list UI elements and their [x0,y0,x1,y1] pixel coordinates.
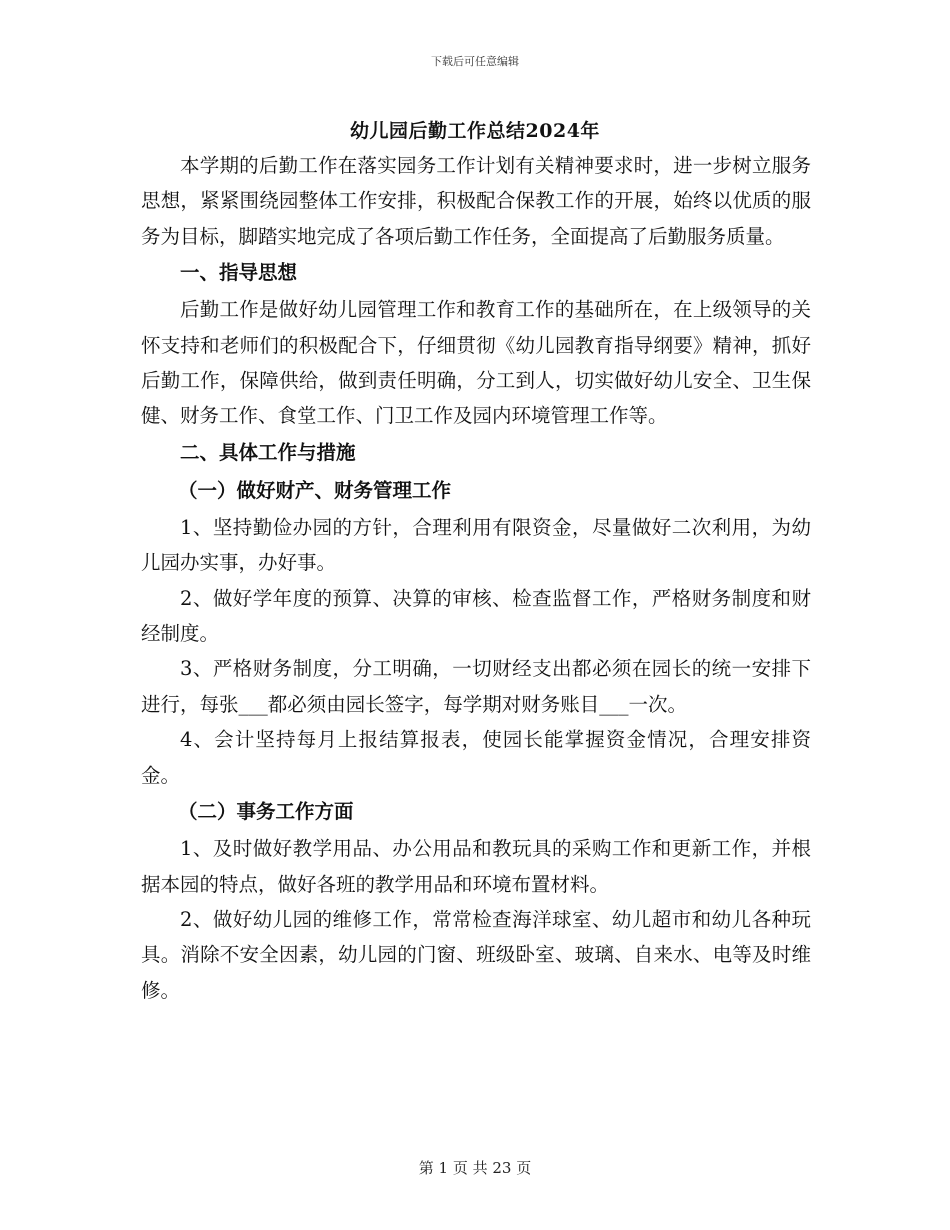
subsection-heading-finance: （一）做好财产、财务管理工作 [178,478,452,502]
affairs-item-2: 2、做好幼儿园的维修工作，常常检查海洋球室、幼儿超市和幼儿各种玩具。消除不安全因素，幼儿园的门窗、班级卧室、玻璃、自来水、电等及时维修。 [141,907,811,1002]
document-title: 幼儿园后勤工作总结2024年 [350,120,600,142]
header-note: 下载后可任意编辑 [431,55,519,68]
affairs-item-1: 1、及时做好教学用品、办公用品和教玩具的采购工作和更新工作，并根据本园的特点，做好各班的教学用品和环境布置材料。 [141,837,811,896]
finance-item-2: 2、做好学年度的预算、决算的审核、检查监督工作，严格财务制度和财经制度。 [141,586,811,646]
page-number: 第 1 页 共 23 页 [418,1159,532,1177]
intro-paragraph: 本学期的后勤工作在落实园务工作计划有关精神要求时，进一步树立服务思想，紧紧围绕园整体工作安排，积极配合保教工作的开展，始终以优质的服务为目标，脚踏实地完成了各项后勤工作任务，全面提高了后勤服务质量。 [141,154,811,248]
finance-item-1: 1、坚持勤俭办园的方针，合理利用有限资金，尽量做好二次利用，为幼儿园办实事，办好事。 [141,515,811,575]
document-body [141,148,811,1008]
guiding-thought-paragraph: 后勤工作是做好幼儿园管理工作和教育工作的基础所在，在上级领导的关怀支持和老师们的积极配合下，仔细贯彻《幼儿园教育指导纲要》精神，抓好后勤工作，保障供给，做到责任明确，分工到人，切实做好幼儿安全、卫生保健、财务工作、食堂工作、门卫工作及园内环境管理工作等。 [141,298,811,428]
finance-item-3: 3、严格财务制度，分工明确，一切财经支出都必须在园长的统一安排下进行，每张___都必须由园长签字，每学期对财务账目___一次。 [141,657,811,716]
finance-item-4: 4、会计坚持每月上报结算报表，使园长能掌握资金情况，合理安排资金。 [141,728,811,787]
subsection-heading-affairs: （二）事务工作方面 [178,800,354,824]
section-heading-work-measures: 二、具体工作与措施 [180,440,356,464]
section-heading-guiding-thought: 一、指导思想 [180,261,298,285]
